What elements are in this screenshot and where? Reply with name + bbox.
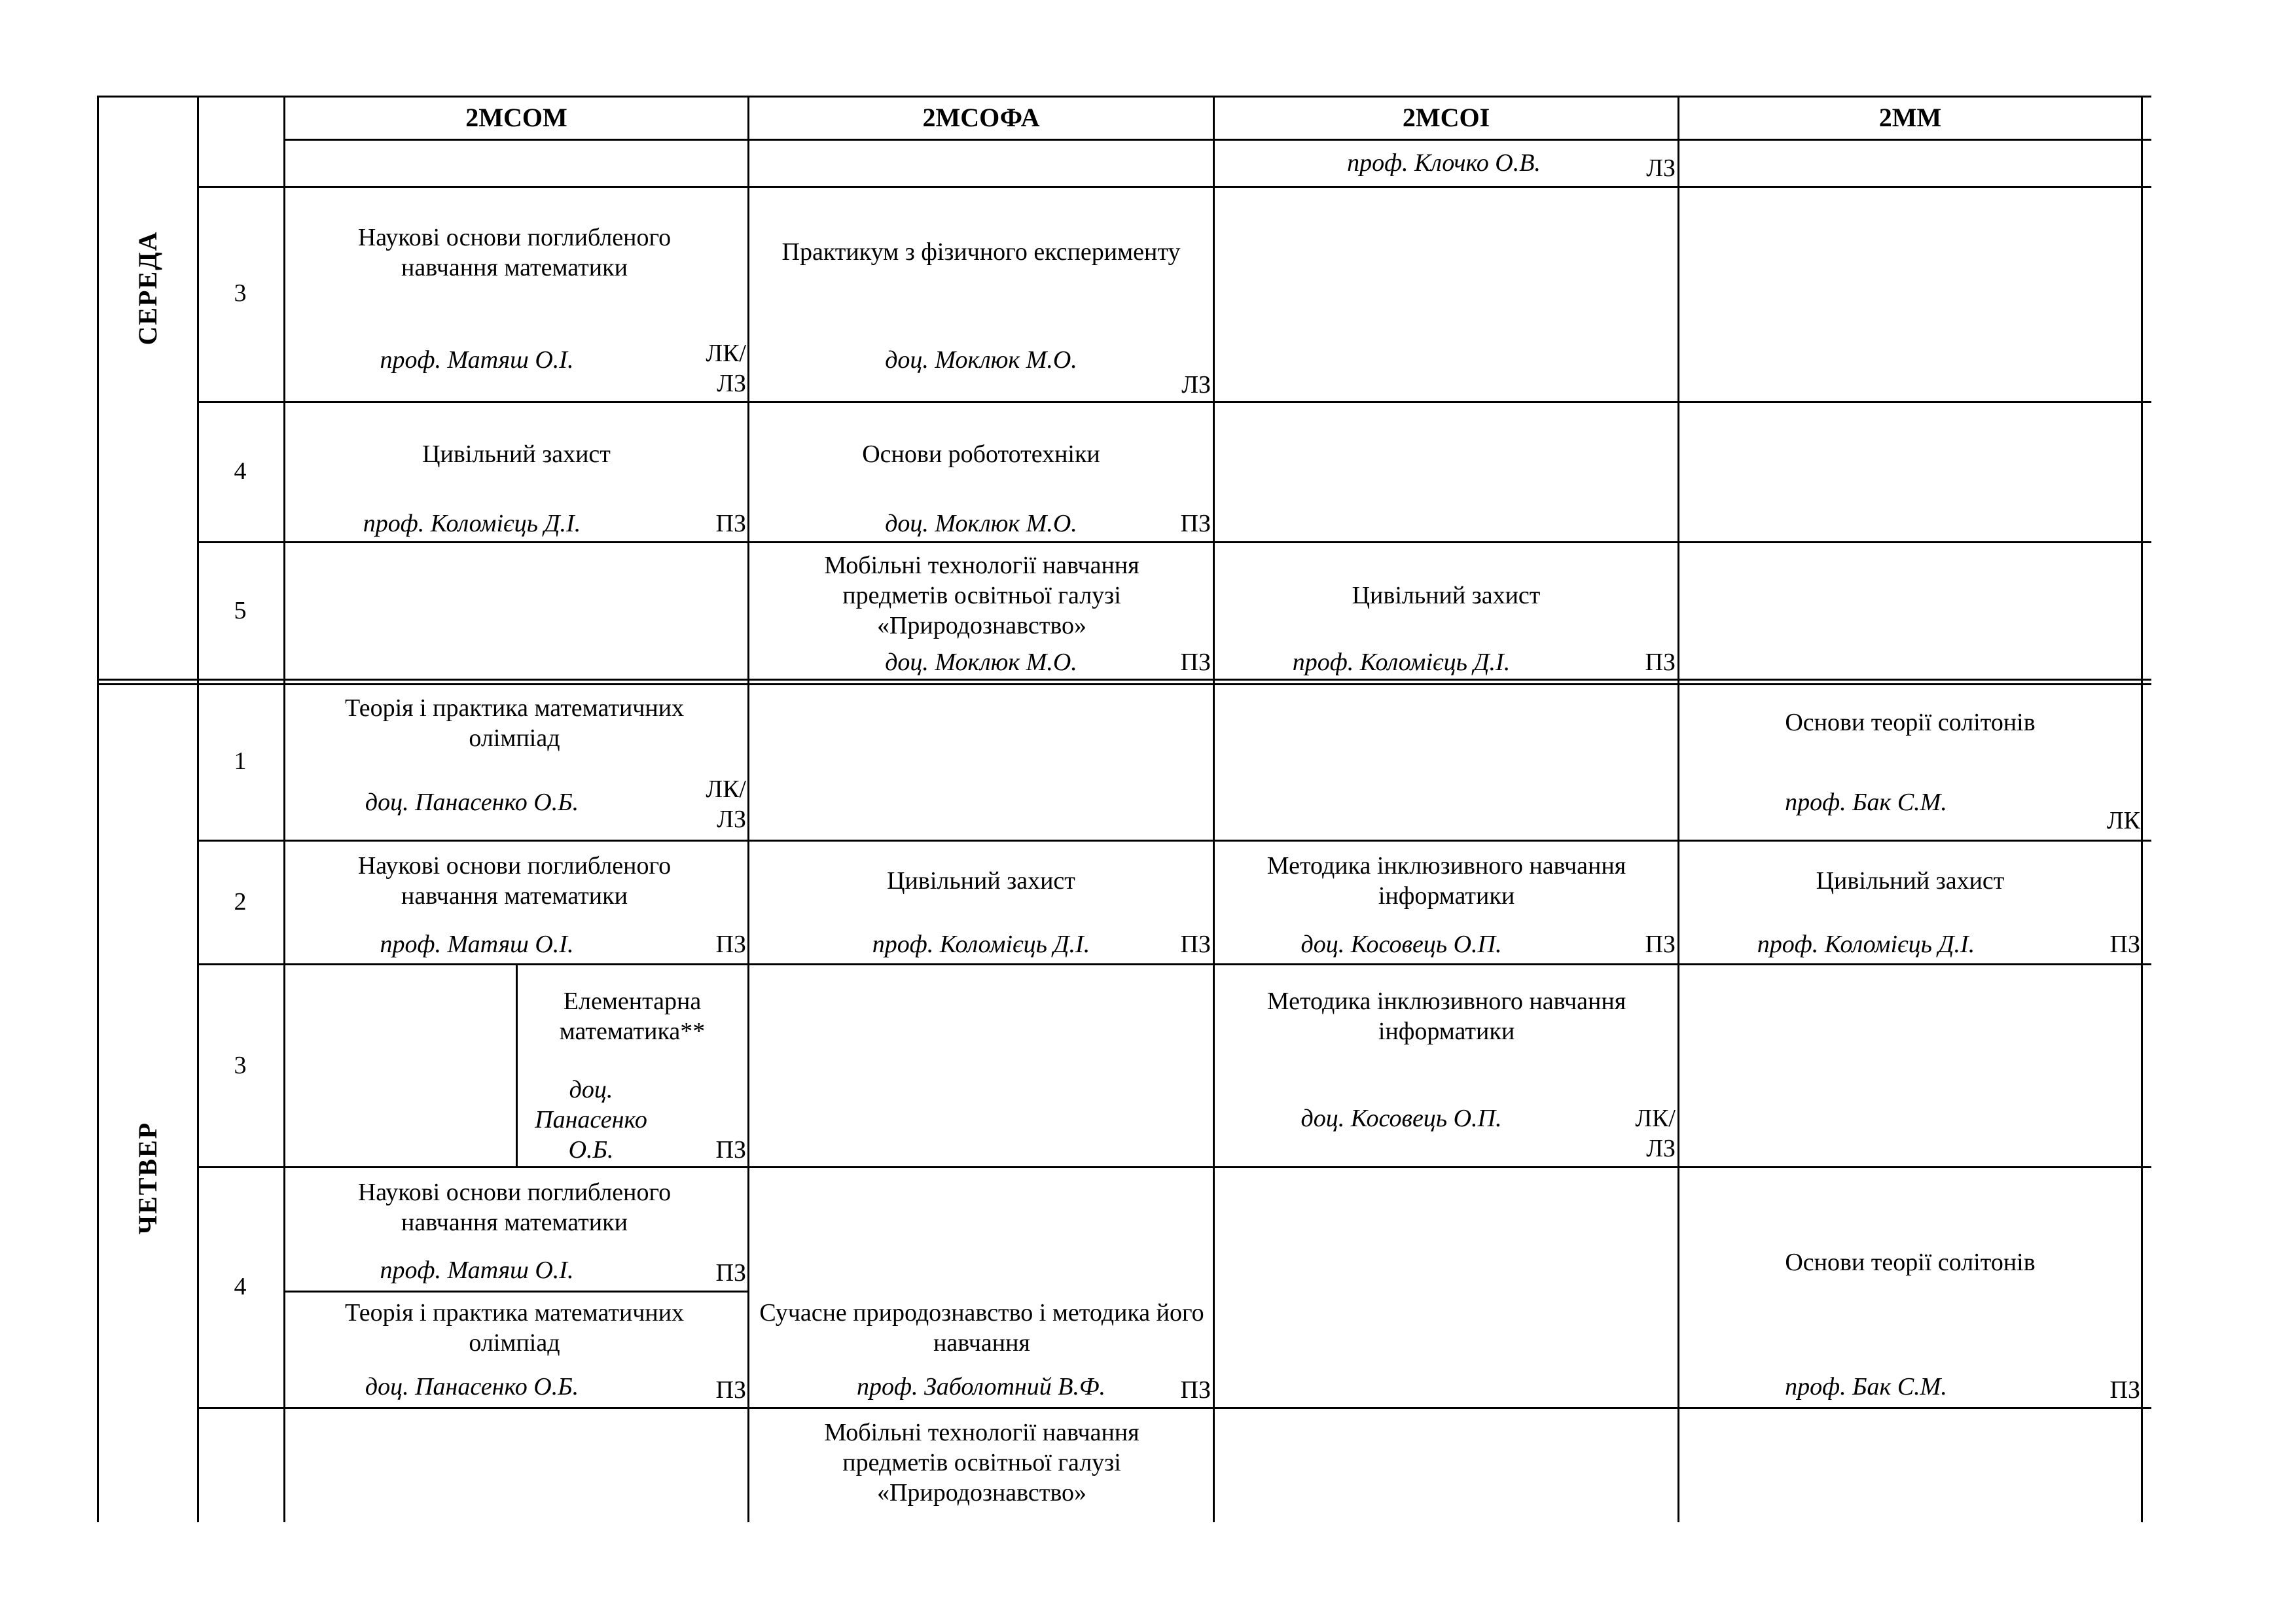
class-type: ПЗ [1645, 931, 1676, 958]
class-type: ПЗ [715, 510, 746, 537]
class-type: ЛК/ [1635, 1105, 1676, 1132]
rule [197, 186, 2151, 188]
teacher: доц. Моклюк М.О. [885, 649, 1077, 676]
teacher: проф. Коломієць Д.І. [1292, 649, 1511, 676]
teacher: доц. Панасенко О.Б. [365, 1373, 579, 1400]
class-type: ЛЗ [1181, 371, 1211, 399]
pair-number: 1 [234, 747, 247, 775]
subject: Наукові основи поглибленого навчання математики [357, 852, 672, 910]
class-type: ПЗ [715, 1136, 746, 1164]
subject: Цивільний захист [1816, 867, 2005, 895]
rule [197, 541, 2151, 543]
class-type: ЛК/ [706, 340, 746, 367]
class-type: ЛК [2106, 807, 2140, 834]
subject: Основи робототехніки [862, 440, 1100, 468]
rule [516, 963, 518, 1167]
class-type: ЛК/ [706, 776, 746, 803]
teacher: Панасенко [535, 1106, 647, 1133]
teacher: проф. Бак С.М. [1785, 1373, 1947, 1400]
pair-number: 3 [234, 279, 247, 307]
group-header-2msom: 2МСОМ [465, 103, 567, 132]
subject: Наукові основи поглибленого навчання математики [357, 1179, 672, 1236]
teacher: проф. Бак С.М. [1785, 789, 1947, 816]
rule [2141, 96, 2143, 1522]
rule [197, 96, 199, 1522]
class-type: ПЗ [1180, 931, 1211, 958]
rule [747, 96, 749, 1522]
teacher: проф. Матяш О.І. [380, 1257, 574, 1284]
subject: Мобільні технології навчання предметів освітньої галузі «Природознавство» [824, 552, 1139, 639]
teacher: проф. Коломієць Д.І. [363, 510, 581, 537]
teacher: доц. Панасенко О.Б. [365, 789, 579, 816]
class-type: ПЗ [2109, 1376, 2140, 1404]
subject: Сучасне природознавство і методика його навчання [759, 1299, 1204, 1357]
class-type: ЛЗ [717, 370, 746, 397]
subject: Цивільний захист [422, 440, 611, 468]
teacher: доц. [569, 1076, 613, 1103]
rule [283, 139, 2151, 141]
pair-number: 4 [234, 1273, 247, 1300]
rule [97, 96, 2151, 98]
class-type: ПЗ [2109, 931, 2140, 958]
rule [97, 96, 99, 1522]
class-type: ЛЗ [717, 806, 746, 833]
class-type: ПЗ [1180, 649, 1211, 676]
class-type: ПЗ [1645, 649, 1676, 676]
rule [197, 1407, 2151, 1409]
teacher: доц. Косовець О.П. [1300, 1105, 1502, 1132]
subject: Практикум з фізичного експерименту [781, 238, 1181, 266]
subject: Цивільний захист [887, 867, 1075, 895]
teacher: проф. Клочко О.В. [1347, 149, 1541, 177]
subject: Методика інклюзивного навчання інформатики [1266, 852, 1626, 910]
class-type: ПЗ [1180, 1376, 1211, 1404]
teacher: проф. Матяш О.І. [380, 346, 574, 374]
subject: Теорія і практика математичних олімпіад [344, 1299, 685, 1357]
teacher: доц. Моклюк М.О. [885, 346, 1077, 374]
subject: Мобільні технології навчання предметів освітньої галузі «Природознавство» [824, 1419, 1139, 1507]
day-label-wednesday: СЕРЕДА [133, 230, 162, 346]
rule [197, 401, 2151, 403]
rule [197, 840, 2151, 842]
subject: Елементарна математика** [559, 988, 706, 1045]
class-type: ЛЗ [1646, 1135, 1676, 1162]
class-type: ПЗ [1180, 510, 1211, 537]
teacher: проф. Коломієць Д.І. [1757, 931, 1975, 958]
group-header-2msofa: 2МСОФА [922, 103, 1040, 132]
pair-number: 5 [234, 597, 247, 624]
rule [197, 963, 2151, 965]
pair-number: 3 [234, 1052, 247, 1079]
day-separator [97, 683, 2151, 685]
teacher: проф. Заболотний В.Ф. [856, 1373, 1106, 1400]
subject: Основи теорії солітонів [1785, 1249, 2036, 1276]
rule [197, 1166, 2151, 1168]
subject: Теорія і практика математичних олімпіад [344, 694, 685, 752]
pair-number: 2 [234, 888, 247, 916]
rule [283, 1291, 749, 1293]
teacher: проф. Матяш О.І. [380, 931, 574, 958]
subject: Методика інклюзивного навчання інформатики [1266, 988, 1626, 1045]
class-type: ПЗ [715, 1259, 746, 1287]
day-label-thursday: ЧЕТВЕР [133, 1121, 162, 1235]
pair-number: 4 [234, 457, 247, 485]
teacher: доц. Моклюк М.О. [885, 510, 1077, 537]
rule [1213, 96, 1215, 1522]
group-header-2msoi: 2МСОІ [1402, 103, 1490, 132]
subject: Основи теорії солітонів [1785, 709, 2036, 736]
teacher: О.Б. [568, 1136, 614, 1164]
subject: Цивільний захист [1352, 582, 1541, 609]
teacher: доц. Косовець О.П. [1300, 931, 1502, 958]
class-type: ЛЗ [1646, 154, 1676, 182]
class-type: ПЗ [715, 1376, 746, 1404]
teacher: проф. Коломієць Д.І. [872, 931, 1090, 958]
day-separator [97, 679, 2151, 681]
group-header-2mm: 2ММ [1878, 103, 1942, 132]
class-type: ПЗ [715, 931, 746, 958]
subject: Наукові основи поглибленого навчання математики [357, 224, 672, 281]
